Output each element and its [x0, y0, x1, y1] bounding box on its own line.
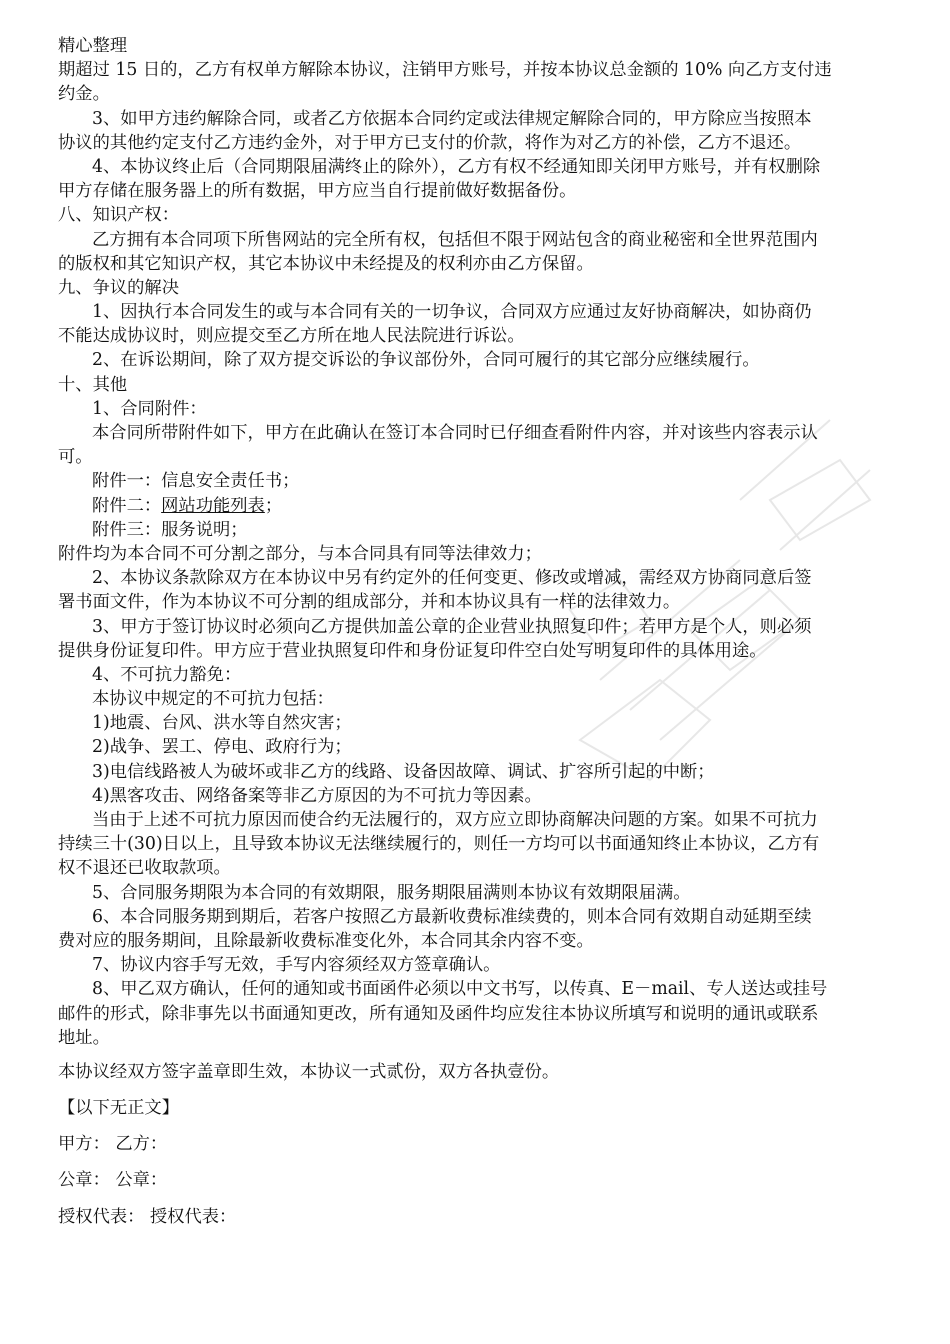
text-line-content: 权不退还已收取款项。 [58, 858, 231, 879]
text-line-content: 本合同所带附件如下，甲方在此确认在签订本合同时已仔细查看附件内容，并对该些内容表示认 [92, 423, 818, 443]
text-line [58, 1026, 898, 1050]
closing-statement: 本协议经双方签字盖章即生效，本协议一式贰份，双方各执壹份。 [58, 1061, 560, 1082]
text-line-content: 八、知识产权： [58, 205, 179, 226]
text-line-content: 4、不可抗力豁免： [92, 664, 242, 685]
text-line-content: 九、争议的解决 [58, 277, 179, 298]
text-line-content: 不能达成协议时，则应提交至乙方所在地人民法院进行诉讼。 [58, 326, 525, 347]
text-line [58, 228, 898, 252]
text-line [58, 518, 898, 542]
text-line [58, 58, 898, 82]
text-line [58, 905, 898, 929]
document-page [58, 34, 898, 1229]
text-line [58, 832, 898, 856]
text-line-content: 8、甲乙双方确认，任何的通知或书面函件必须以中文书写，以传真、E－mail、专人送达或挂号 [92, 979, 828, 1000]
text-line [58, 445, 898, 469]
sign-rep-line: 授权代表： 授权代表： [58, 1206, 237, 1227]
text-line [58, 469, 898, 493]
text-line [58, 179, 898, 203]
text-line-content: 可。 [58, 447, 93, 468]
text-line [58, 131, 898, 155]
text-line [58, 324, 898, 348]
text-line-content: 6、本合同服务期到期后，若客户按照乙方最新收费标准续费的，则本合同有效期自动延期至续 [92, 906, 812, 927]
text-line-content: 3)电信线路被人为破坏或非乙方的线路、设备因故障、调试、扩容所引起的中断； [92, 761, 715, 782]
text-line-content: 2、在诉讼期间，除了双方提交诉讼的争议部份外，合同可履行的其它部分应继续履行。 [92, 350, 760, 371]
text-line [58, 203, 898, 227]
text-line-content: 附件一：信息安全责任书； [92, 471, 300, 492]
text-line-tail: ； [264, 495, 283, 516]
text-line [58, 663, 898, 687]
text-line-content: 3、甲方于签订协议时必须向乙方提供加盖公章的企业营业执照复印件；若甲方是个人，则必须 [92, 616, 812, 637]
text-line [58, 276, 898, 300]
text-line-content: 期超过 15 日的，乙方有权单方解除本协议，注销甲方账号，并按本协议总金额的 10% 向乙方支付违 [58, 60, 832, 81]
text-line [58, 711, 898, 735]
text-line-content: 地址。 [58, 1027, 110, 1048]
text-line [58, 421, 898, 445]
text-line-content: 邮件的形式，除非事先以书面通知更改，所有通知及函件均应发往本协议所填写和说明的通讯或联系 [58, 1003, 819, 1024]
text-line-content: 提供身份证复印件。甲方应于营业执照复印件和身份证复印件空白处写明复印件的具体用途。 [58, 640, 767, 661]
text-line [58, 687, 898, 711]
text-line [58, 760, 898, 784]
text-line [58, 929, 898, 953]
text-line-content: 附件均为本合同不可分割之部分，与本合同具有同等法律效力； [58, 543, 542, 564]
text-line [58, 494, 898, 518]
text-line [58, 300, 898, 324]
text-line [58, 784, 898, 808]
text-line [58, 373, 898, 397]
sign-party-line: 甲方： 乙方： [58, 1134, 168, 1155]
text-line-content: 4、本协议终止后（合同期限届满终止的除外），乙方有权不经通知即关闭甲方账号，并有权删除 [92, 156, 821, 177]
text-line-content: 署书面文件，作为本协议不可分割的组成部分，并和本协议具有一样的法律效力。 [58, 592, 681, 613]
text-line-content: 2、本协议条款除双方在本协议中另有约定外的任何变更、修改或增减，需经双方协商同意后签 [92, 568, 812, 589]
text-line [58, 566, 898, 590]
text-line [58, 856, 898, 880]
text-line [58, 590, 898, 614]
text-line [58, 953, 898, 977]
text-line [58, 615, 898, 639]
sign-seal-line: 公章： 公章： [58, 1170, 168, 1191]
text-line-content: 1、合同附件： [92, 398, 207, 419]
text-line [58, 107, 898, 131]
text-line-content: 甲方存储在服务器上的所有数据，甲方应当自行提前做好数据备份。 [58, 181, 577, 202]
text-line-content: 约金。 [58, 84, 110, 105]
body-text [58, 58, 898, 1050]
text-line [58, 977, 898, 1001]
text-line-content: 协议的其他约定支付乙方违约金外，对于甲方已支付的价款，将作为对乙方的补偿，乙方不退还。 [58, 132, 802, 153]
text-line [58, 542, 898, 566]
text-line-content: 3、如甲方违约解除合同，或者乙方依据本合同约定或法律规定解除合同的，甲方除应当按照本 [92, 108, 812, 129]
text-line-content: 附件三：服务说明； [92, 519, 248, 540]
text-line-content: 本协议中规定的不可抗力包括： [92, 689, 334, 710]
text-line-content: 附件二： [92, 495, 162, 516]
text-line [58, 82, 898, 106]
text-line-content: 1)地震、台风、洪水等自然灾害； [92, 713, 352, 734]
text-line-content: 费对应的服务期间，且除最新收费标准变化外，本合同其余内容不变。 [58, 930, 594, 951]
text-line [58, 881, 898, 905]
text-line-content: 的版权和其它知识产权，其它本协议中未经提及的权利亦由乙方保留。 [58, 253, 594, 274]
text-line [58, 735, 898, 759]
text-line-content: 1、因执行本合同发生的或与本合同有关的一切争议，合同双方应通过友好协商解决，如协商仍 [92, 302, 812, 323]
text-line-content: 十、其他 [58, 374, 128, 395]
text-line [58, 639, 898, 663]
text-line [58, 808, 898, 832]
text-line-content: 乙方拥有本合同项下所售网站的完全所有权，包括但不限于网站包含的商业秘密和全世界范围内 [92, 229, 818, 250]
text-line-content: 5、合同服务期限为本合同的有效期限，服务期限届满则本协议有效期限届满。 [92, 882, 691, 903]
text-line [58, 348, 898, 372]
underlined-text: 网站功能列表 [161, 495, 265, 516]
text-line [58, 252, 898, 276]
text-line [58, 1002, 898, 1026]
text-line-content: 当由于上述不可抗力原因而使合约无法履行的，双方应立即协商解决问题的方案。如果不可抗力 [92, 810, 818, 830]
text-line-content: 2)战争、罢工、停电、政府行为； [92, 737, 352, 758]
text-line [58, 397, 898, 421]
text-line-content: 4)黑客攻击、网络备案等非乙方原因的为不可抗力等因素。 [92, 785, 542, 806]
text-line-content: 持续三十(30)日以上，且导致本协议无法继续履行的，则任一方均可以书面通知终止本协议，乙方有 [58, 834, 820, 855]
no-more-text: 【以下无正文】 [58, 1098, 179, 1119]
text-line [58, 155, 898, 179]
text-line-content: 7、协议内容手写无效，手写内容须经双方签章确认。 [92, 955, 501, 976]
header-mark: 精心整理 [58, 36, 128, 56]
